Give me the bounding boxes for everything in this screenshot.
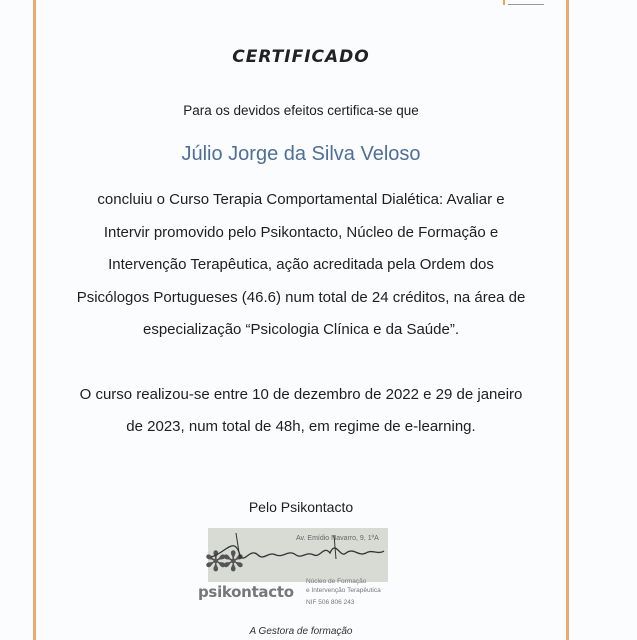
right-border-decoration — [566, 0, 569, 640]
body-line: concluiu o Curso Terapia Comportamental Dialética: Avaliar e — [97, 191, 505, 208]
stamp-and-signature — [196, 525, 396, 610]
certificate-title: CERTIFICADO — [232, 47, 370, 67]
psikontacto-figures-icon: ✻✻ — [204, 546, 239, 577]
stamp-address: Av. Emídio Navarro, 9, 1ºA — [296, 535, 379, 542]
body-line: Psicólogos Portugueses (46.6) num total de 24 créditos, na área de — [76, 289, 526, 306]
stamp-org-info — [306, 577, 381, 607]
certificate-intro: Para os devidos efeitos certifica-se que — [183, 103, 419, 118]
issued-by: Pelo Psikontacto — [248, 499, 354, 515]
psikontacto-logo-text: psikontacto — [198, 583, 294, 601]
schedule-line: de 2023, num total de 48h, em regime de e-learning. — [126, 418, 476, 435]
body-line: Intervir promovido pelo Psikontacto, Núcleo de Formação e — [103, 224, 499, 241]
body-line: Intervenção Terapêutica, ação acreditada pela Ordem dos — [108, 256, 494, 273]
certificate-page — [36, 0, 566, 640]
stamp-nif: NIF 506 806 243 — [306, 599, 355, 606]
signatory-role: A Gestora de formação — [249, 626, 353, 637]
stamp-org-line1: Núcleo de Formação — [306, 578, 367, 585]
recipient-name: Júlio Jorge da Silva Veloso — [181, 143, 421, 165]
body-line: especialização “Psicologia Clínica e da Saúde”. — [142, 321, 459, 338]
stamp-org-line2: e Intervenção Terapêutica — [306, 587, 381, 594]
schedule-line: O curso realizou-se entre 10 de dezembro de 2022 e 29 de janeiro — [79, 386, 523, 403]
handwritten-signature — [206, 525, 396, 575]
